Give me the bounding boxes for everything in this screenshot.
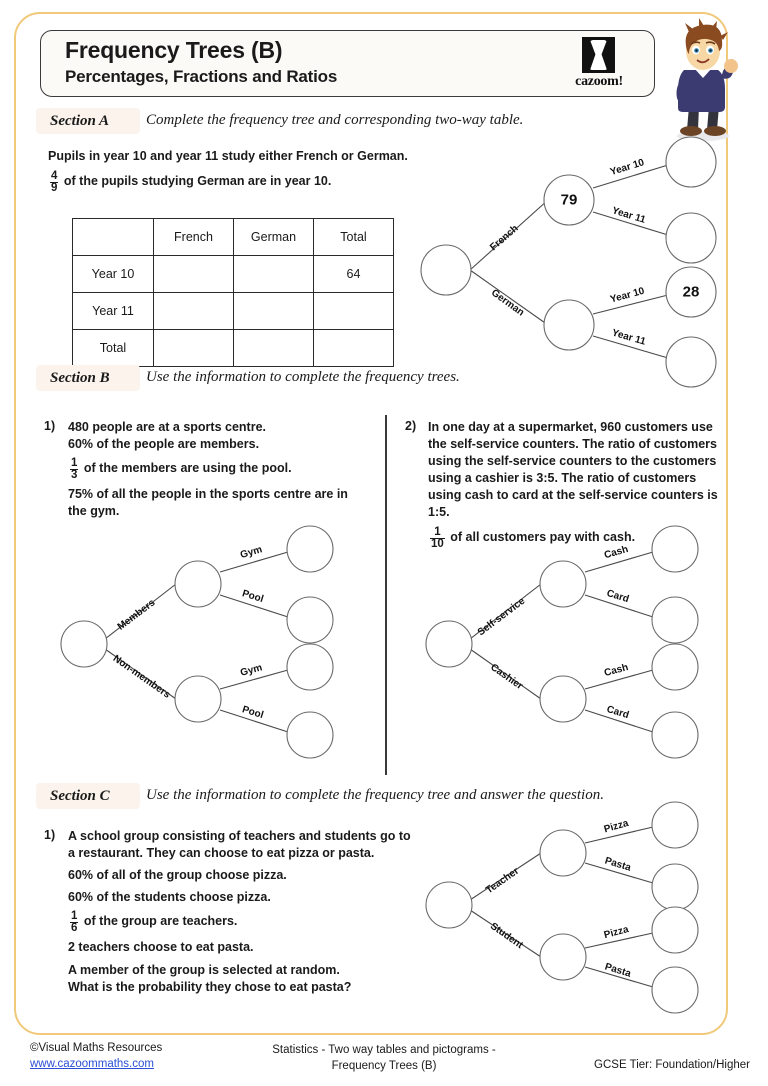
node-root[interactable] <box>426 882 472 928</box>
b-q1-line2: 60% of the people are members. <box>68 437 260 451</box>
section-c-q1-number: 1) <box>44 828 56 842</box>
footer-website-link[interactable]: www.cazoommaths.com <box>30 1058 154 1070</box>
table-row <box>73 293 394 330</box>
table-col-french: French <box>154 219 234 256</box>
section-b-q2-frequency-tree <box>425 527 725 752</box>
branch-label-nonmembers-gym: Gym <box>239 662 264 679</box>
branch-label-members: Members <box>115 597 158 633</box>
b-q1-line4: 75% of all the people in the sports centre are in the gym. <box>68 487 348 518</box>
branch-label-student-pasta: Pasta <box>603 961 633 980</box>
node-nonmembers-pool[interactable] <box>287 712 333 758</box>
section-a-instruction: Complete the frequency tree and corresponding two-way table. <box>146 112 524 128</box>
b-q1-line3-text: of the members are using the pool. <box>83 461 292 475</box>
c-q1-line6: A member of the group is selected at random. <box>68 963 340 977</box>
section-c-label: Section C <box>50 787 110 804</box>
c-q1-line4 <box>68 911 420 934</box>
section-c-pill <box>36 783 140 809</box>
page-subtitle: Percentages, Fractions and Ratios <box>65 67 338 86</box>
branch-label-cashier: Cashier <box>488 661 525 692</box>
cartoon-boy-thumbs-up-mascot <box>655 18 751 146</box>
branch-label-teacher: Teacher <box>484 865 522 897</box>
cell-year10-french[interactable] <box>154 256 234 293</box>
branch-label-teacher-pasta: Pasta <box>603 855 633 874</box>
section-a-pill <box>36 108 140 134</box>
node-selfservice-cash[interactable] <box>652 526 698 572</box>
cell-year10-german[interactable] <box>234 256 314 293</box>
node-members-gym[interactable] <box>287 526 333 572</box>
node-teacher[interactable] <box>540 830 586 876</box>
node-student[interactable] <box>540 934 586 980</box>
section-a-frequency-tree <box>420 140 720 370</box>
cazoom-logo-text: cazoom! <box>575 74 623 89</box>
branch-label-cashier-cash: Cash <box>603 662 630 680</box>
branch-label-student-pizza: Pizza <box>602 924 630 942</box>
node-german-year11[interactable] <box>666 337 716 387</box>
node-root[interactable] <box>421 245 471 295</box>
section-b-pill <box>36 365 140 391</box>
c-q1-line2: 60% of all of the group choose pizza. <box>68 868 287 882</box>
fraction-1-10: $\frac{1}{10}$ <box>431 526 444 550</box>
table-corner-cell[interactable] <box>73 219 154 256</box>
cell-total-german[interactable] <box>234 330 314 367</box>
c-q1-line4-text: of the group are teachers. <box>83 914 238 928</box>
footer-copyright: ©Visual Maths Resources <box>30 1042 163 1054</box>
section-a-question-line2 <box>48 171 468 194</box>
b-q2-body: In one day at a supermarket, 960 customers use the self-service counters. The ratio of customers using the self-service counters to the customers using a cashier is 3:5. The ratio of customers using cash to card at the self-service counters is 1:5. <box>428 420 718 519</box>
page-footer <box>0 1040 768 1086</box>
section-b-instruction: Use the information to complete the frequency trees. <box>146 369 460 385</box>
branch-label-german-year10: Year 10 <box>609 285 646 306</box>
c-q1-line7: What is the probability they chose to eat pasta? <box>68 980 352 994</box>
branch-label-nonmembers-pool: Pool <box>240 704 265 722</box>
cazoom-logo <box>562 37 636 93</box>
cell-total-french[interactable] <box>154 330 234 367</box>
two-way-table <box>72 218 394 367</box>
table-row-label-year10: Year 10 <box>73 256 154 293</box>
b-q1-line1: 480 people are at a sports centre. <box>68 420 267 434</box>
branch-label-german: German <box>488 287 526 319</box>
section-c-q1-text <box>68 828 420 996</box>
node-teacher-pasta[interactable] <box>652 864 698 910</box>
node-nonmembers-gym[interactable] <box>287 644 333 690</box>
node-selfservice-card[interactable] <box>652 597 698 643</box>
node-nonmembers[interactable] <box>175 676 221 722</box>
node-selfservice[interactable] <box>540 561 586 607</box>
node-members-pool[interactable] <box>287 597 333 643</box>
table-row <box>73 256 394 293</box>
section-a-question <box>48 148 468 194</box>
cell-year11-french[interactable] <box>154 293 234 330</box>
cell-year11-total[interactable] <box>314 293 394 330</box>
cell-total-total[interactable] <box>314 330 394 367</box>
section-c-instruction: Use the information to complete the frequency tree and answer the question. <box>146 787 604 803</box>
node-members[interactable] <box>175 561 221 607</box>
hourglass-glass-icon <box>582 37 615 73</box>
table-col-total: Total <box>314 219 394 256</box>
section-a-label: Section A <box>50 112 110 129</box>
b-q1-line3 <box>68 458 368 481</box>
node-german[interactable] <box>544 300 594 350</box>
branch-label-selfservice: Self-service <box>475 595 528 639</box>
branch-label-french-year11: Year 11 <box>610 205 647 226</box>
footer-topic-line2: Frequency Trees (B) <box>331 1060 437 1072</box>
footer-topic-line1: Statistics - Two way tables and pictograms - <box>272 1044 496 1056</box>
c-q1-line5: 2 teachers choose to eat pasta. <box>68 940 254 954</box>
b-q2-frac-line-text: of all customers pay with cash. <box>450 530 636 544</box>
section-b-q1-frequency-tree <box>60 527 360 752</box>
c-q1-line3: 60% of the students choose pizza. <box>68 890 271 904</box>
table-row <box>73 330 394 367</box>
node-french-year10[interactable] <box>666 137 716 187</box>
branch-label-nonmembers: Non-members <box>110 653 173 701</box>
node-french-value: 79 <box>560 191 578 209</box>
node-french-year11[interactable] <box>666 213 716 263</box>
branch-label-selfservice-card: Card <box>605 588 631 606</box>
node-root[interactable] <box>426 621 472 667</box>
table-row-label-total: Total <box>73 330 154 367</box>
branch-label-members-gym: Gym <box>239 544 264 561</box>
node-cashier[interactable] <box>540 676 586 722</box>
branch-label-teacher-pizza: Pizza <box>602 817 630 836</box>
section-b-label: Section B <box>50 369 110 386</box>
section-c-frequency-tree <box>425 805 725 1005</box>
fraction-1-3: $\frac{1}{3}$ <box>71 457 78 481</box>
footer-tier: GCSE Tier: Foundation/Higher <box>594 1059 750 1071</box>
c-q1-line1: A school group consisting of teachers and students go to a restaurant. They can choose to eat pizza or pasta. <box>68 829 411 860</box>
branch-label-student: Student <box>488 920 525 952</box>
table-header-row <box>73 219 394 256</box>
cell-year10-total[interactable]: 64 <box>314 256 394 293</box>
node-german-year10-value: 28 <box>682 283 700 301</box>
page-title: Frequency Trees (B) <box>65 37 283 63</box>
section-b-q2-number: 2) <box>405 419 417 433</box>
branch-label-french: French <box>488 223 521 254</box>
column-divider <box>385 415 387 775</box>
cell-year11-german[interactable] <box>234 293 314 330</box>
section-a-question-line2-text: of the pupils studying German are in year 10. <box>63 174 332 188</box>
branch-label-cashier-card: Card <box>605 704 631 722</box>
table-col-german: German <box>234 219 314 256</box>
branch-label-members-pool: Pool <box>240 588 265 606</box>
node-cashier-card[interactable] <box>652 712 698 758</box>
node-cashier-cash[interactable] <box>652 644 698 690</box>
branch-label-german-year11: Year 11 <box>610 327 647 348</box>
branch-label-selfservice-cash: Cash <box>603 543 630 562</box>
node-student-pasta[interactable] <box>652 967 698 1013</box>
section-b-q1-number: 1) <box>44 419 56 433</box>
fraction-4-9: $\frac{4}{9}$ <box>51 170 58 194</box>
section-b-q1-text <box>68 419 368 520</box>
section-a-question-line1: Pupils in year 10 and year 11 study either French or German. <box>48 149 408 163</box>
fraction-1-6: $\frac{1}{6}$ <box>71 910 78 934</box>
branch-label-french-year10: Year 10 <box>608 157 646 178</box>
node-teacher-pizza[interactable] <box>652 802 698 848</box>
table-row-label-year11: Year 11 <box>73 293 154 330</box>
worksheet-header-box <box>40 30 655 97</box>
node-root[interactable] <box>61 621 107 667</box>
node-student-pizza[interactable] <box>652 907 698 953</box>
